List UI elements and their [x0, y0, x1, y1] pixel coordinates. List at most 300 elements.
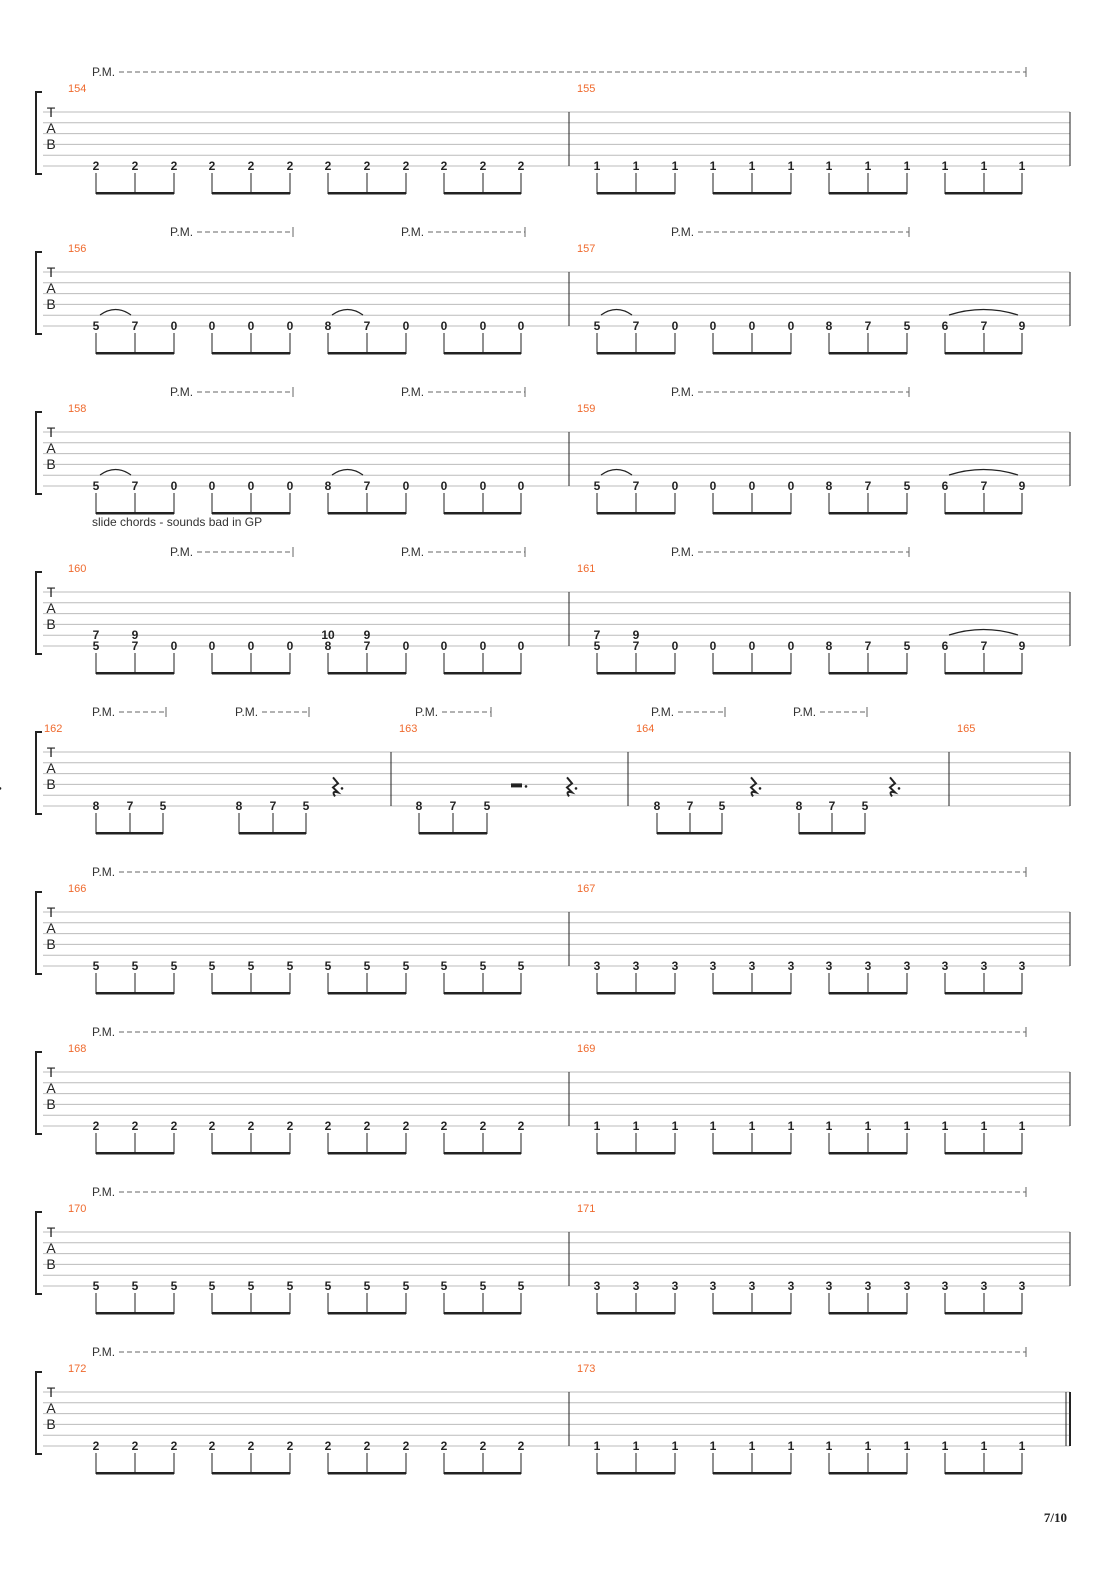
fret-number: 8: [825, 479, 833, 493]
measure-number: 157: [577, 243, 596, 255]
fret-number: 1: [941, 1439, 949, 1453]
fret-number: 6: [941, 639, 949, 653]
fret-number: 2: [247, 1439, 255, 1453]
palm-mute-label: P.M.: [401, 385, 425, 399]
fret-number: 3: [903, 1279, 911, 1293]
beam: [829, 1472, 907, 1475]
tab-letter: B: [46, 616, 56, 632]
fret-number: 1: [709, 1439, 717, 1453]
fret-number: 1: [941, 159, 949, 173]
beam: [96, 1312, 174, 1315]
fret-number: 5: [903, 639, 911, 653]
tab-letter: T: [46, 904, 56, 920]
score-content: [0, 65, 1070, 1475]
measure-number: 154: [68, 83, 87, 95]
fret-number: 2: [286, 159, 294, 173]
palm-mute-label: P.M.: [92, 1345, 116, 1359]
beam: [444, 1472, 521, 1475]
tab-letter: T: [46, 1224, 56, 1240]
fret-number: 2: [324, 1439, 332, 1453]
fret-number: 9: [131, 628, 139, 643]
system-bracket: [36, 1212, 42, 1294]
fret-number: 5: [170, 1279, 178, 1293]
beam: [945, 512, 1022, 515]
tab-system: [36, 515, 1070, 675]
fret-number: 8: [415, 799, 423, 813]
system-bracket: [36, 252, 42, 334]
measure-number: 160: [68, 563, 87, 575]
beam: [799, 832, 865, 835]
fret-number: 3: [671, 1279, 679, 1293]
fret-number: 7: [131, 479, 139, 493]
tab-letter: T: [46, 104, 56, 120]
fret-number: 5: [363, 959, 371, 973]
fret-number: 3: [787, 959, 795, 973]
fret-number: 0: [787, 479, 795, 493]
tab-system: [0, 705, 1070, 835]
fret-number: 9: [1018, 479, 1026, 493]
fret-number: 5: [479, 959, 487, 973]
fret-number: 5: [324, 1279, 332, 1293]
fret-number: 0: [671, 479, 679, 493]
fret-number: 1: [825, 1439, 833, 1453]
fret-number: 5: [208, 959, 216, 973]
fret-number: 5: [92, 319, 100, 333]
fret-number: 7: [449, 799, 457, 813]
fret-number: 2: [479, 1439, 487, 1453]
measure-number: 169: [577, 1043, 596, 1055]
fret-number: 5: [159, 799, 167, 813]
system-bracket: [36, 572, 42, 654]
fret-number: 2: [517, 1119, 525, 1133]
fret-number: 1: [864, 1439, 872, 1453]
fret-number: 2: [247, 159, 255, 173]
tab-system: [36, 1345, 1070, 1475]
fret-number: 8: [324, 479, 332, 493]
fret-number: 2: [92, 1439, 100, 1453]
beam: [713, 192, 791, 195]
fret-number: 5: [208, 1279, 216, 1293]
fret-number: 8: [795, 799, 803, 813]
fret-number: 5: [92, 639, 100, 653]
fret-number: 7: [363, 479, 371, 493]
beam: [96, 1472, 174, 1475]
fret-number: 5: [247, 1279, 255, 1293]
beam: [96, 352, 174, 355]
fret-number: 1: [864, 1119, 872, 1133]
fret-number: 0: [170, 639, 178, 653]
tie-arc: [100, 470, 131, 476]
fret-number: 2: [208, 1439, 216, 1453]
beam: [212, 1312, 290, 1315]
fret-number: 0: [479, 319, 487, 333]
palm-mute-label: P.M.: [401, 545, 425, 559]
fret-number: 3: [632, 959, 640, 973]
fret-number: 0: [247, 479, 255, 493]
fret-number: 3: [787, 1279, 795, 1293]
beam: [945, 1312, 1022, 1315]
tab-letter: B: [46, 136, 56, 152]
fret-number: 2: [324, 159, 332, 173]
beam: [96, 672, 174, 675]
tie-arc: [949, 630, 1018, 636]
fret-number: 1: [748, 159, 756, 173]
fret-number: 5: [718, 799, 726, 813]
fret-number: 0: [286, 319, 294, 333]
tie-arc: [332, 310, 363, 316]
fret-number: 5: [593, 639, 601, 653]
beam: [328, 1312, 406, 1315]
beam: [444, 512, 521, 515]
beam: [829, 352, 907, 355]
fret-number: 1: [671, 159, 679, 173]
fret-number: 5: [903, 479, 911, 493]
fret-number: 0: [170, 479, 178, 493]
beam: [239, 832, 306, 835]
beam: [945, 352, 1022, 355]
fret-number: 8: [825, 319, 833, 333]
beam: [212, 192, 290, 195]
fret-number: 5: [363, 1279, 371, 1293]
fret-number: 0: [402, 479, 410, 493]
beam: [829, 192, 907, 195]
fret-number: 0: [517, 479, 525, 493]
fret-number: 2: [324, 1119, 332, 1133]
fret-number: 1: [1018, 1119, 1026, 1133]
fret-number: 7: [864, 319, 872, 333]
tab-system: [36, 1025, 1070, 1155]
fret-number: 0: [440, 639, 448, 653]
fret-number: 2: [92, 159, 100, 173]
palm-mute-label: P.M.: [415, 705, 439, 719]
fret-number: 0: [787, 319, 795, 333]
tab-letter: A: [46, 440, 56, 456]
measure-number: 170: [68, 1203, 87, 1215]
fret-number: 7: [363, 639, 371, 653]
tab-letter: A: [46, 920, 56, 936]
fret-number: 7: [980, 319, 988, 333]
fret-number: 0: [748, 639, 756, 653]
fret-number: 2: [440, 1439, 448, 1453]
fret-number: 10: [321, 628, 335, 643]
fret-number: 0: [709, 319, 717, 333]
fret-number: 1: [787, 159, 795, 173]
fret-number: 5: [324, 959, 332, 973]
fret-number: 2: [208, 159, 216, 173]
tie-arc: [949, 310, 1018, 316]
fret-number: 5: [593, 479, 601, 493]
beam: [945, 1472, 1022, 1475]
fret-number: 5: [131, 1279, 139, 1293]
beam: [212, 672, 290, 675]
tab-letter: T: [46, 1064, 56, 1080]
fret-number: 5: [402, 1279, 410, 1293]
fret-number: 0: [709, 479, 717, 493]
beam: [713, 992, 791, 995]
beam: [96, 192, 174, 195]
beam: [328, 512, 406, 515]
fret-number: 5: [92, 1279, 100, 1293]
tab-letter: B: [46, 1416, 56, 1432]
fret-number: 2: [170, 1119, 178, 1133]
fret-number: 7: [131, 319, 139, 333]
fret-number: 5: [170, 959, 178, 973]
fret-number: 7: [980, 639, 988, 653]
beam: [597, 1472, 675, 1475]
fret-number: 7: [632, 479, 640, 493]
fret-number: 5: [517, 1279, 525, 1293]
measure-number: 165: [957, 723, 976, 735]
beam: [945, 672, 1022, 675]
tab-letter: B: [46, 456, 56, 472]
measure-number: 168: [68, 1043, 87, 1055]
fret-number: 3: [671, 959, 679, 973]
fret-number: 2: [131, 1439, 139, 1453]
beam: [96, 832, 163, 835]
fret-number: 0: [208, 479, 216, 493]
fret-number: 6: [941, 479, 949, 493]
fret-number: 0: [671, 319, 679, 333]
system-bracket: [36, 412, 42, 494]
fret-number: 5: [402, 959, 410, 973]
fret-number: 0: [247, 639, 255, 653]
fret-number: 0: [247, 319, 255, 333]
beam: [328, 1472, 406, 1475]
fret-number: 1: [593, 1119, 601, 1133]
measure-number: 163: [399, 723, 418, 735]
fret-number: 1: [1018, 1439, 1026, 1453]
beam: [945, 1152, 1022, 1155]
fret-number: 7: [131, 639, 139, 653]
beam: [597, 992, 675, 995]
tie-arc: [100, 310, 131, 316]
system-bracket: [36, 1052, 42, 1134]
fret-number: 8: [92, 799, 100, 813]
fret-number: 5: [247, 959, 255, 973]
beam: [444, 352, 521, 355]
beam: [829, 992, 907, 995]
beam: [597, 672, 675, 675]
beam: [328, 1152, 406, 1155]
measure-number: 156: [68, 243, 87, 255]
fret-number: 3: [593, 959, 601, 973]
fret-number: 0: [402, 639, 410, 653]
beam: [713, 1472, 791, 1475]
beam: [829, 512, 907, 515]
fret-number: 8: [235, 799, 243, 813]
fret-number: 7: [269, 799, 277, 813]
fret-number: 1: [903, 159, 911, 173]
fret-number: 1: [825, 159, 833, 173]
beam: [328, 192, 406, 195]
fret-number: 1: [748, 1439, 756, 1453]
fret-number: 2: [363, 1439, 371, 1453]
fret-number: 2: [247, 1119, 255, 1133]
palm-mute-label: P.M.: [401, 225, 425, 239]
fret-number: 1: [980, 1119, 988, 1133]
beam: [419, 832, 487, 835]
tab-letter: T: [46, 744, 56, 760]
tie-arc: [601, 470, 632, 476]
beam: [657, 832, 722, 835]
rest-dot: [898, 787, 901, 790]
fret-number: 1: [941, 1119, 949, 1133]
fret-number: 1: [709, 159, 717, 173]
fret-number: 3: [903, 959, 911, 973]
beam: [212, 992, 290, 995]
fret-number: 2: [440, 159, 448, 173]
beam: [597, 512, 675, 515]
fret-number: 2: [517, 159, 525, 173]
beam: [945, 192, 1022, 195]
measure-number: 172: [68, 1363, 87, 1375]
fret-number: 5: [286, 959, 294, 973]
fret-number: 7: [980, 479, 988, 493]
palm-mute-label: P.M.: [170, 385, 194, 399]
fret-number: 5: [92, 959, 100, 973]
beam: [597, 1312, 675, 1315]
fret-number: 2: [517, 1439, 525, 1453]
fret-number: 1: [632, 1119, 640, 1133]
fret-number: 1: [632, 159, 640, 173]
beam: [212, 1152, 290, 1155]
fret-number: 2: [92, 1119, 100, 1133]
fret-number: 1: [980, 1439, 988, 1453]
system-bracket: [36, 92, 42, 174]
fret-number: 0: [709, 639, 717, 653]
fret-number: 9: [1018, 319, 1026, 333]
beam: [96, 1152, 174, 1155]
tab-system: [36, 225, 1070, 355]
tab-system: [36, 1185, 1070, 1315]
fret-number: 5: [593, 319, 601, 333]
beam: [713, 1312, 791, 1315]
tab-letter: A: [46, 1240, 56, 1256]
fret-number: 2: [402, 1439, 410, 1453]
palm-mute-label: P.M.: [651, 705, 675, 719]
beam: [945, 992, 1022, 995]
fret-number: 7: [632, 319, 640, 333]
fret-number: 2: [208, 1119, 216, 1133]
fret-number: 1: [593, 1439, 601, 1453]
tab-letter: T: [46, 424, 56, 440]
measure-number: 166: [68, 883, 87, 895]
beam: [713, 512, 791, 515]
tab-letter: B: [46, 1256, 56, 1272]
fret-number: 2: [479, 1119, 487, 1133]
measure-number: 155: [577, 83, 596, 95]
rest-dot: [341, 787, 344, 790]
fret-number: 1: [787, 1119, 795, 1133]
rest-dot: [759, 787, 762, 790]
fret-number: 0: [208, 319, 216, 333]
beam: [444, 992, 521, 995]
measure-number: 158: [68, 403, 87, 415]
fret-number: 7: [593, 628, 601, 643]
tab-letter: B: [46, 296, 56, 312]
fret-number: 5: [440, 1279, 448, 1293]
quarter-rest: [333, 777, 338, 796]
beam: [444, 672, 521, 675]
fret-number: 2: [170, 1439, 178, 1453]
fret-number: 3: [709, 959, 717, 973]
fret-number: 1: [787, 1439, 795, 1453]
tie-arc: [601, 310, 632, 316]
fret-number: 7: [828, 799, 836, 813]
fret-number: 5: [517, 959, 525, 973]
fret-number: 2: [170, 159, 178, 173]
quarter-rest: [751, 777, 756, 796]
beam: [212, 352, 290, 355]
fret-number: 2: [286, 1119, 294, 1133]
fret-number: 7: [92, 628, 100, 643]
fret-number: 2: [363, 159, 371, 173]
beam: [597, 1152, 675, 1155]
fret-number: 0: [440, 319, 448, 333]
beam: [713, 672, 791, 675]
fret-number: 5: [302, 799, 310, 813]
fret-number: 1: [671, 1119, 679, 1133]
fret-number: 3: [1018, 959, 1026, 973]
palm-mute-label: P.M.: [235, 705, 259, 719]
fret-number: 3: [980, 1279, 988, 1293]
beam: [444, 192, 521, 195]
fret-number: 5: [440, 959, 448, 973]
fret-number: 0: [671, 639, 679, 653]
tab-system: [36, 865, 1070, 995]
fret-number: 2: [363, 1119, 371, 1133]
fret-number: 2: [440, 1119, 448, 1133]
palm-mute-label: P.M.: [92, 1025, 116, 1039]
measure-number: 162: [44, 723, 63, 735]
fret-number: 6: [941, 319, 949, 333]
tab-system: [36, 385, 1070, 515]
tie-arc: [949, 470, 1018, 476]
system-bracket: [36, 892, 42, 974]
rest-dot: [525, 785, 528, 788]
quarter-rest: [567, 777, 572, 796]
fret-number: 9: [1018, 639, 1026, 653]
beam: [713, 1152, 791, 1155]
fret-number: 3: [864, 959, 872, 973]
fret-number: 5: [903, 319, 911, 333]
fret-number: 8: [825, 639, 833, 653]
fret-number: 2: [286, 1439, 294, 1453]
fret-number: 3: [1018, 1279, 1026, 1293]
measure-number: 164: [636, 723, 655, 735]
fret-number: 0: [517, 639, 525, 653]
tab-system: [36, 65, 1070, 195]
beam: [212, 1472, 290, 1475]
rest-dot: [0, 787, 1, 790]
fret-number: 2: [131, 1119, 139, 1133]
half-rest: [511, 783, 522, 787]
beam: [829, 672, 907, 675]
fret-number: 7: [864, 479, 872, 493]
fret-number: 0: [440, 479, 448, 493]
palm-mute-label: P.M.: [170, 225, 194, 239]
fret-number: 3: [709, 1279, 717, 1293]
beam: [444, 1312, 521, 1315]
fret-number: 1: [903, 1439, 911, 1453]
fret-number: 8: [653, 799, 661, 813]
fret-number: 0: [286, 479, 294, 493]
beam: [597, 192, 675, 195]
measure-number: 173: [577, 1363, 596, 1375]
fret-number: 1: [671, 1439, 679, 1453]
beam: [328, 672, 406, 675]
fret-number: 1: [632, 1439, 640, 1453]
